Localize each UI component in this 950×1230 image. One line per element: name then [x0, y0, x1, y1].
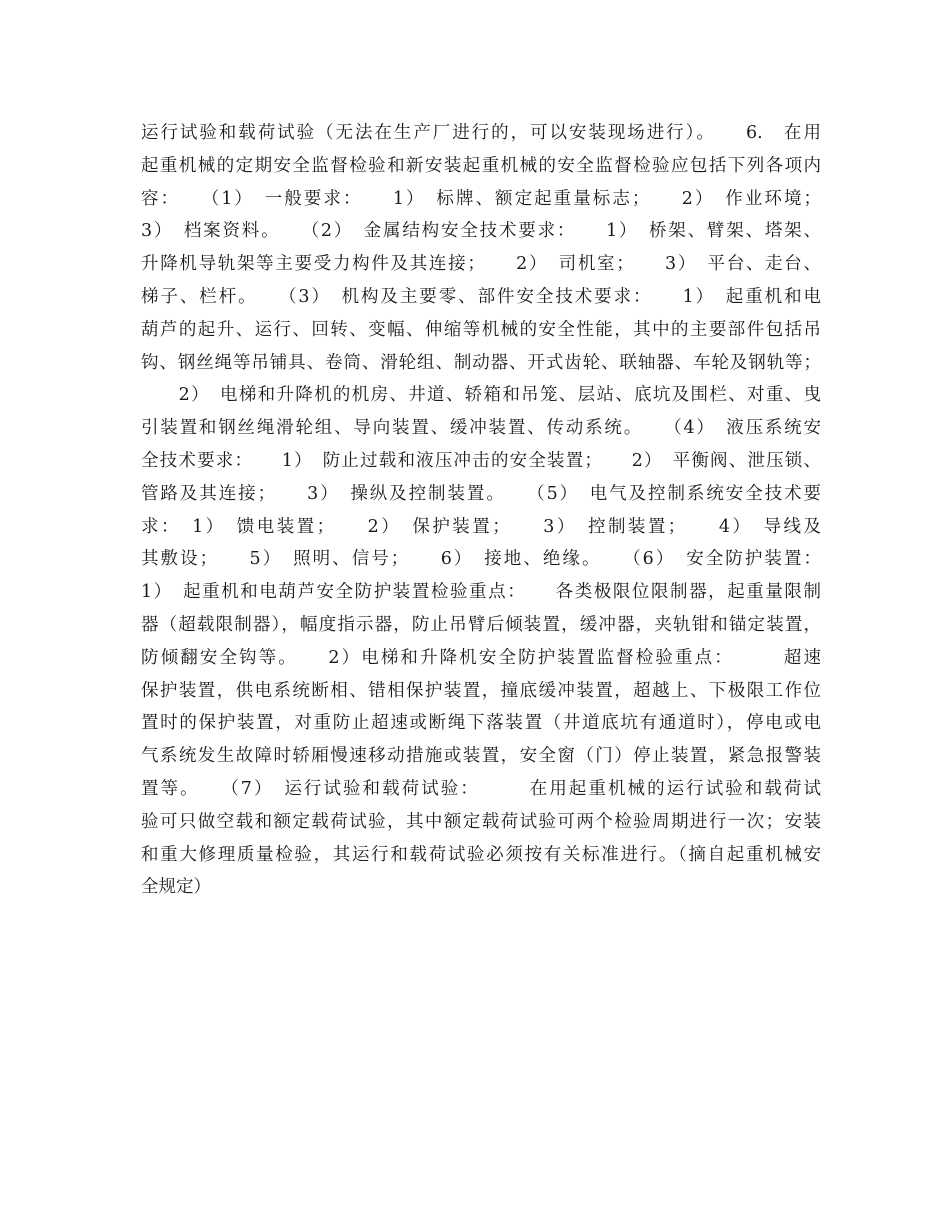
text-line-23: 和重大修理质量检验，其运行和载荷试验必须按有关标准进行。（摘自起重机械安 — [141, 844, 821, 865]
text-line-8: 钩、钢丝绳等吊铺具、卷筒、滑轮组、制动器、开式齿轮、联轴器、车轮及钢轨等； — [141, 352, 821, 373]
text-line-3: 容： （1） 一般要求： 1） 标牌、额定起重量标志； 2） 作业环境； — [141, 188, 821, 209]
text-line-17: 防倾翻安全钩等。 2）电梯和升降机安全防护装置监督检验重点： 超速 — [141, 647, 821, 668]
text-line-1: 运行试验和载荷试验（无法在生产厂进行的，可以安装现场进行）。 6. 在用 — [141, 123, 821, 143]
text-line-20: 气系统发生故障时轿厢慢速移动措施或装置，安全窗（门）停止装置，紧急报警装 — [141, 746, 821, 767]
text-line-10: 引装置和钢丝绳滑轮组、导向装置、缓冲装置、传动系统。 （4） 液压系统安 — [141, 418, 821, 439]
text-line-11: 全技术要求： 1） 防止过载和液压冲击的安全装置； 2） 平衡阀、泄压锁、 — [141, 450, 821, 471]
text-line-19: 置时的保护装置，对重防止超速或断绳下落装置（井道底坑有通道时），停电或电 — [141, 713, 821, 734]
text-line-15: 1） 起重机和电葫芦安全防护装置检验重点： 各类极限位限制器，起重量限制 — [141, 582, 821, 603]
text-line-7: 葫芦的起升、运行、回转、变幅、伸缩等机械的安全性能，其中的主要部件包括吊 — [141, 319, 821, 340]
text-line-24: 全规定） — [141, 877, 211, 898]
text-line-13: 求： 1） 馈电装置； 2） 保护装置； 3） 控制装置； 4） 导线及 — [141, 516, 821, 537]
text-line-16: 器（超载限制器），幅度指示器，防止吊臂后倾装置，缓冲器，夹轨钳和锚定装置， — [141, 614, 821, 635]
text-line-4: 3） 档案资料。 （2） 金属结构安全技术要求： 1） 桥架、臂架、塔架、 — [141, 221, 821, 242]
body-text — [141, 117, 821, 904]
text-line-18: 保护装置，供电系统断相、错相保护装置，撞底缓冲装置，超越上、下极限工作位 — [141, 680, 821, 701]
text-line-21: 置等。 （7） 运行试验和载荷试验： 在用起重机械的运行试验和载荷试 — [141, 778, 821, 799]
text-line-14: 其敷设； 5） 照明、信号； 6） 接地、绝缘。 （6） 安全防护装置： — [141, 549, 821, 570]
text-line-6: 梯子、栏杆。 （3） 机构及主要零、部件安全技术要求： 1） 起重机和电 — [141, 286, 821, 307]
text-line-9: 2） 电梯和升降机的机房、井道、轿箱和吊笼、层站、底坑及围栏、对重、曳 — [141, 385, 821, 406]
text-line-2: 起重机械的定期安全监督检验和新安装起重机械的安全监督检验应包括下列各项内 — [141, 155, 821, 176]
text-line-22: 验可只做空载和额定载荷试验，其中额定载荷试验可两个检验周期进行一次；安装 — [141, 811, 821, 832]
text-line-12: 管路及其连接； 3） 操纵及控制装置。 （5） 电气及控制系统安全技术要 — [141, 483, 821, 504]
text-line-5: 升降机导轨架等主要受力构件及其连接； 2） 司机室； 3） 平台、走台、 — [141, 254, 821, 275]
